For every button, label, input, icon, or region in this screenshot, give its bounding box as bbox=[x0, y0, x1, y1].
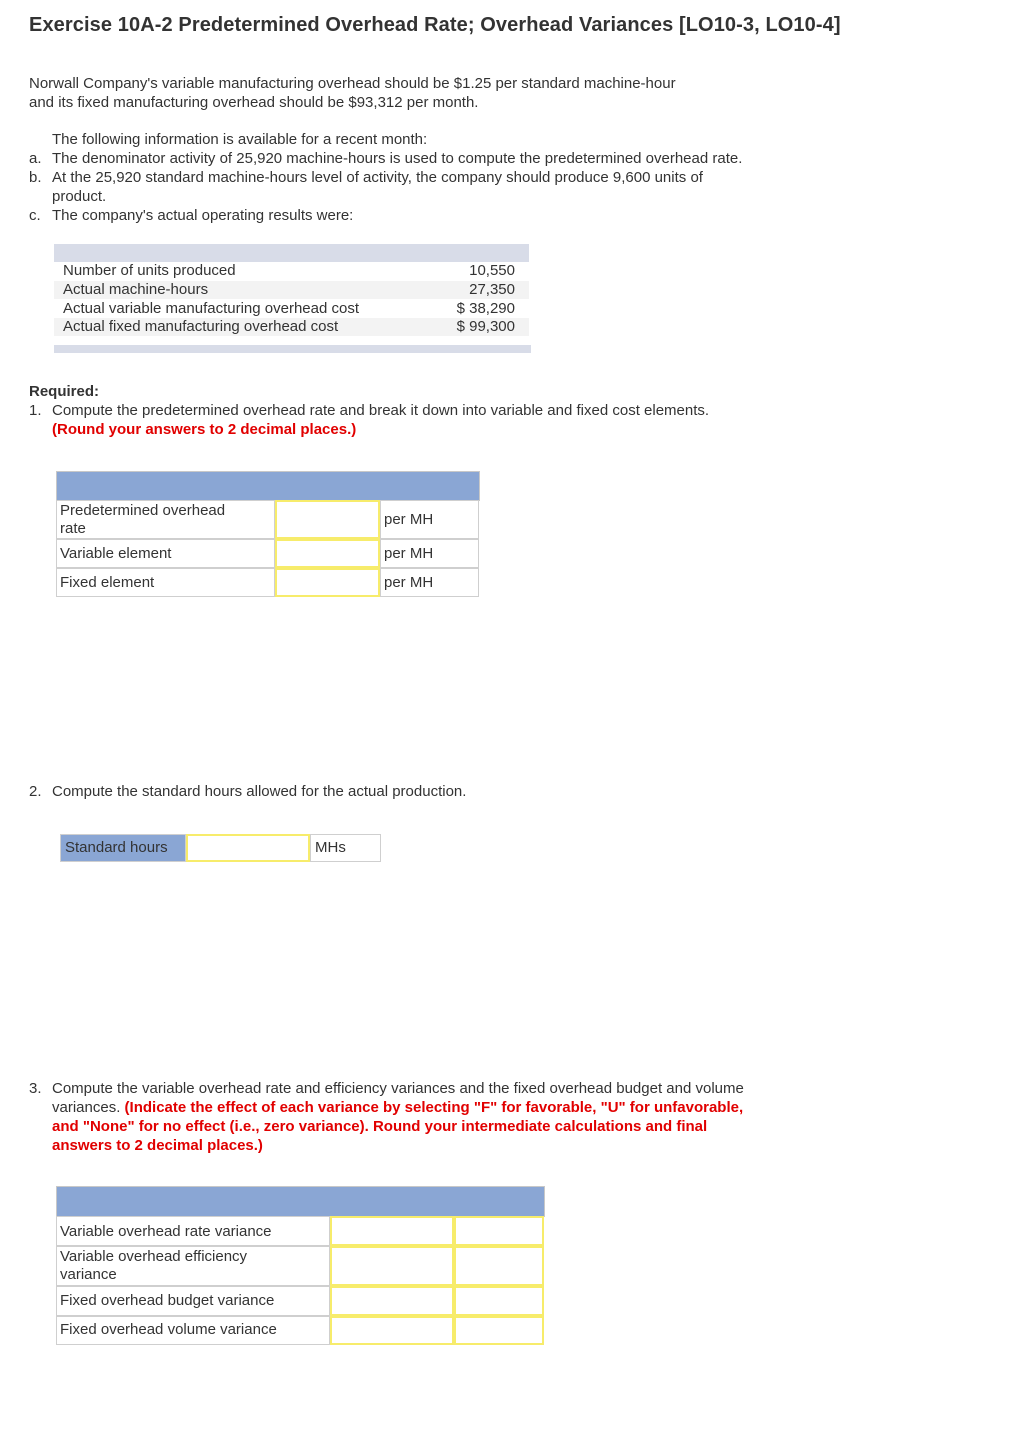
info-text-continued: product. bbox=[52, 188, 107, 205]
question-text: variances. bbox=[52, 1099, 121, 1116]
table1-header bbox=[56, 471, 480, 501]
results-value bbox=[457, 318, 515, 336]
table1-label-cell bbox=[56, 568, 275, 597]
table3-header bbox=[56, 1186, 545, 1217]
table3-label-cell bbox=[56, 1286, 330, 1316]
table3-label-cell bbox=[56, 1316, 330, 1345]
row-label: rate bbox=[60, 520, 86, 537]
info-marker: b. bbox=[29, 169, 42, 186]
info-item-b bbox=[29, 168, 742, 187]
row-label: Variable overhead rate variance bbox=[60, 1223, 272, 1240]
unit-label: per MH bbox=[384, 545, 434, 562]
standard-hours-unit-cell bbox=[310, 834, 381, 862]
question-text: Compute the variable overhead rate and efficiency variances and the fixed overhead budget and volume bbox=[52, 1080, 744, 1097]
variance-amount-input[interactable] bbox=[330, 1216, 454, 1246]
required-heading: Required: bbox=[29, 383, 100, 400]
table1-unit-cell bbox=[380, 568, 479, 597]
row-label: variance bbox=[60, 1266, 117, 1283]
info-marker: c. bbox=[29, 207, 41, 224]
variance-amount-input[interactable] bbox=[330, 1246, 454, 1286]
question-3-note: answers to 2 decimal places.) bbox=[52, 1137, 263, 1154]
results-table-header bbox=[54, 244, 529, 262]
results-table-footer bbox=[54, 345, 531, 353]
results-label: Actual fixed manufacturing overhead cost bbox=[63, 318, 339, 335]
question-3-note: (Indicate the effect of each variance by selecting "F" for favorable, "U" for unfavorable, bbox=[124, 1099, 744, 1116]
variance-effect-select[interactable] bbox=[454, 1216, 544, 1246]
question-number: 3. bbox=[29, 1080, 42, 1097]
results-label: Actual machine-hours bbox=[63, 281, 209, 298]
question-text: Compute the standard hours allowed for the actual production. bbox=[52, 783, 467, 800]
table1-label-cell bbox=[56, 539, 275, 568]
unit-label: per MH bbox=[384, 511, 434, 528]
info-text: The denominator activity of 25,920 machine-hours is used to compute the predetermined overhead rate. bbox=[52, 150, 743, 167]
currency-symbol: $ bbox=[456, 318, 465, 335]
results-row bbox=[54, 281, 529, 299]
info-list bbox=[29, 149, 742, 225]
unit-label: per MH bbox=[384, 574, 434, 591]
question-3 bbox=[29, 1079, 744, 1155]
info-text: At the 25,920 standard machine-hours level of activity, the company should produce 9,600 units of bbox=[52, 169, 703, 186]
variance-effect-select[interactable] bbox=[454, 1316, 544, 1345]
question-1-note: (Round your answers to 2 decimal places.) bbox=[52, 421, 357, 438]
results-value bbox=[457, 300, 515, 318]
info-lead: The following information is available for a recent month: bbox=[52, 131, 428, 148]
table3-label-cell bbox=[56, 1246, 330, 1286]
variable-element-input[interactable] bbox=[275, 539, 380, 568]
info-text: The company's actual operating results were: bbox=[52, 207, 354, 224]
info-marker: a. bbox=[29, 150, 42, 167]
question-1 bbox=[29, 401, 709, 420]
intro-line-2: and its fixed manufacturing overhead should be $93,312 per month. bbox=[29, 94, 479, 111]
results-amount: 27,350 bbox=[469, 281, 515, 298]
unit-label: MHs bbox=[315, 839, 346, 856]
row-label: Fixed element bbox=[60, 574, 155, 591]
variance-amount-input[interactable] bbox=[330, 1286, 454, 1316]
row-label: Variable overhead efficiency bbox=[60, 1248, 248, 1265]
results-amount: 10,550 bbox=[469, 262, 515, 279]
variance-effect-select[interactable] bbox=[454, 1246, 544, 1286]
standard-hours-label-cell bbox=[60, 834, 186, 862]
intro-line-1: Norwall Company's variable manufacturing overhead should be $1.25 per standard machine-hour bbox=[29, 75, 676, 92]
row-label: Standard hours bbox=[65, 839, 168, 856]
row-label: Fixed overhead volume variance bbox=[60, 1321, 277, 1338]
row-label: Variable element bbox=[60, 545, 172, 562]
results-label: Actual variable manufacturing overhead cost bbox=[63, 300, 360, 317]
results-row bbox=[54, 300, 529, 318]
question-text: Compute the predetermined overhead rate and break it down into variable and fixed cost elements. bbox=[52, 402, 710, 419]
page-title: Exercise 10A-2 Predetermined Overhead Rate; Overhead Variances [LO10-3, LO10-4] bbox=[29, 14, 841, 36]
question-3-note: and "None" for no effect (i.e., zero variance). Round your intermediate calculations and final bbox=[52, 1118, 708, 1135]
question-number: 1. bbox=[29, 402, 42, 419]
fixed-element-input[interactable] bbox=[275, 568, 380, 597]
info-item-c bbox=[29, 206, 742, 225]
table1-unit-cell bbox=[380, 500, 479, 539]
variance-amount-input[interactable] bbox=[330, 1316, 454, 1345]
results-label: Number of units produced bbox=[63, 262, 236, 279]
results-row bbox=[54, 318, 529, 336]
table1-label-cell bbox=[56, 500, 275, 539]
table3-label-cell bbox=[56, 1216, 330, 1246]
table1-unit-cell bbox=[380, 539, 479, 568]
results-amount: 38,290 bbox=[469, 300, 515, 317]
intro-text bbox=[29, 74, 676, 112]
results-value bbox=[469, 262, 515, 280]
results-amount: 99,300 bbox=[469, 318, 515, 335]
question-2 bbox=[29, 782, 466, 801]
results-value bbox=[469, 281, 515, 299]
row-label: Predetermined overhead bbox=[60, 502, 226, 519]
predetermined-rate-input[interactable] bbox=[275, 500, 380, 539]
question-number: 2. bbox=[29, 783, 42, 800]
results-row bbox=[54, 262, 529, 280]
row-label: Fixed overhead budget variance bbox=[60, 1292, 275, 1309]
currency-symbol: $ bbox=[456, 300, 465, 317]
variance-effect-select[interactable] bbox=[454, 1286, 544, 1316]
standard-hours-input[interactable] bbox=[186, 834, 310, 862]
info-item-a bbox=[29, 149, 742, 168]
